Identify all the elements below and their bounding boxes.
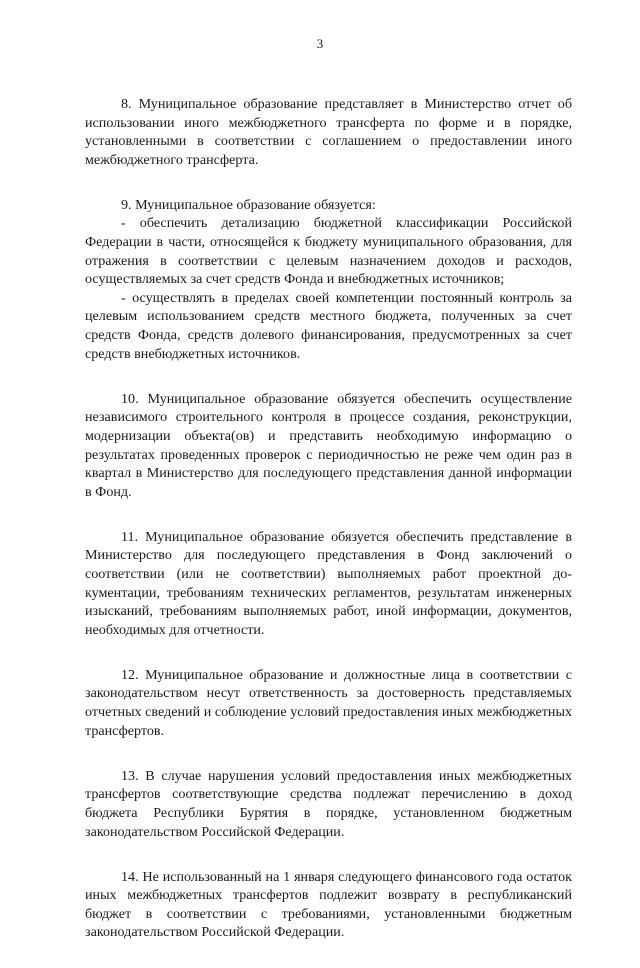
clause-11-text: 11. Муниципальное образование обязуется обеспечить представление в Министерство для последующего представления в Фонд заключений о соответствии (или не соответствии) выполняемых работ проектной документации, требованиям технических регламентов, результатам инженерных изысканий, требованиям выполняемых работ, иной информации, документов, необходимых для отчетности. bbox=[85, 528, 572, 638]
clause-10-text: 10. Муниципальное образование обязуется обеспечить осуществление независимого строительного контроля в процессе создания, реконструкции, модернизации объекта(ов) и представить необходимую информацию о результатах проведенных проверок с периодичностью не реже чем один раз в квартал в Министерство для последующего представления данной информации в Фонд. bbox=[85, 390, 572, 500]
clause-13 bbox=[85, 767, 572, 841]
clause-8 bbox=[85, 95, 572, 169]
clause-9-intro: 9. Муниципальное образование обязуется: bbox=[121, 196, 376, 213]
clause-14-text: 14. Не использованный на 1 января следующего финансового года остаток иных межбюджетных трансфертов подлежит возврату в республиканский бюджет в соответствии с требованиями, установленными бюджетным законодательством Российской Федерации. bbox=[85, 868, 572, 941]
clause-9-item-2: - осуществлять в пределах своей компетенции постоянный контроль за целевым использованием средств местного бюджета, полученных за счет средств Фонда, средств долевого финансирования, предусмотренных за счет средств внебюджетных источников. bbox=[85, 289, 572, 362]
clause-9-item-1: - обеспечить детализацию бюджетной классификации Российской Федерации в части, относящейся к бюджету муниципального образования, для отражения в соответствии с целевым назначением доходов и расходов, осуществляемых за счет средств Фонда и внебюджетных источников; bbox=[85, 215, 572, 288]
document-body bbox=[85, 95, 572, 968]
clause-9 bbox=[85, 196, 572, 363]
clause-8-text: 8. Муниципальное образование представляет в Министерство отчет об использовании иного межбюджетного трансферта по форме и в порядке, установленными в соответствии с соглашением о предоставлении иного межбюджетного трансферта. bbox=[85, 96, 572, 168]
clause-13-text: 13. В случае нарушения условий предоставления иных межбюджетных трансфертов соответствующие средства подлежат перечислению в доход бюджета Республики Бурятия в порядке, установленном бюджетным законодательством Российской Федерации. bbox=[85, 767, 572, 840]
clause-10 bbox=[85, 390, 572, 502]
clause-12 bbox=[85, 666, 572, 740]
clause-11 bbox=[85, 528, 572, 640]
clause-12-text: 12. Муниципальное образование и должностные лица в соответствии с законодательством несут ответственность за достоверность представляемых отчетных сведений и соблюдение условий предоставления иных межбюджетных трансфертов. bbox=[85, 666, 572, 739]
page-number: 3 bbox=[316, 36, 324, 51]
